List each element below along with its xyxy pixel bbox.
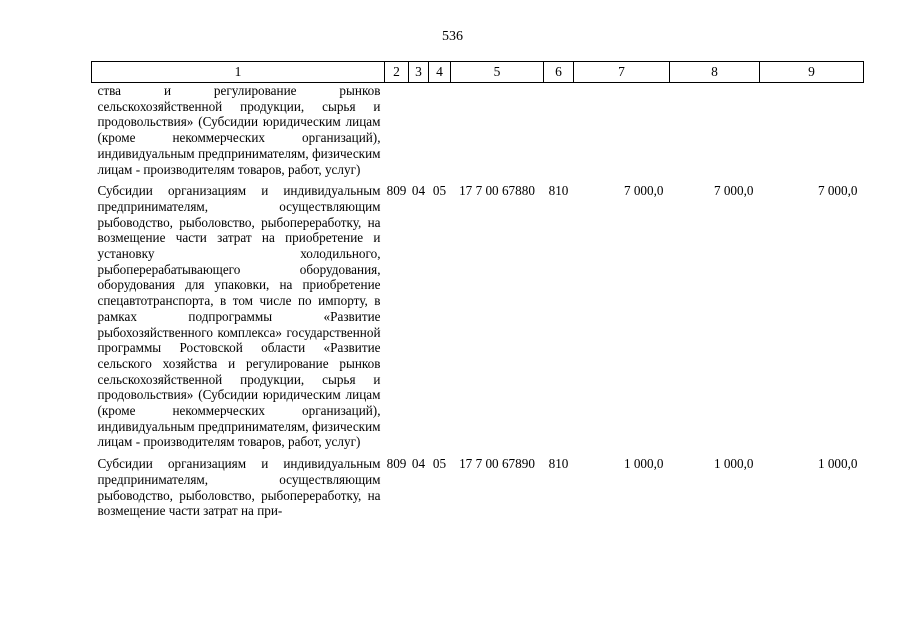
cell-section: 04 xyxy=(411,183,426,199)
cell-amount-2: 7 000,0 xyxy=(713,183,754,199)
cell-subsection xyxy=(429,83,451,178)
column-header-8: 8 xyxy=(670,62,760,83)
page-number: 536 xyxy=(442,29,463,44)
column-header-1: 1 xyxy=(92,62,385,83)
cell-subsection: 05 xyxy=(432,183,447,199)
budget-table xyxy=(91,61,864,519)
table-row xyxy=(92,450,864,519)
cell-amount-3: 7 000,0 xyxy=(817,183,858,199)
cell-amount-2 xyxy=(670,83,760,178)
cell-target-article xyxy=(451,83,544,178)
cell-ministry xyxy=(385,83,409,178)
column-header-2: 2 xyxy=(385,62,409,83)
row-description: Субсидии организациям и индивидуальным предпринимателям, осуществляющим рыбоводство, рыболовство, рыбопереработку, на возмещение части затрат на при- xyxy=(97,456,381,519)
cell-amount-1 xyxy=(574,83,670,178)
column-header-4: 4 xyxy=(429,62,451,83)
row-description: Субсидии организациям и индивидуальным предпринимателям, осуществляющим рыбоводство, рыболовство, рыбопереработку, на возмещение части затрат на приобретение и установку холодильного, рыбоперерабатывающего оборудования, оборудования для упаковки, на приобретение спецавтотранспорта, в том числе по импорту, в рамках подпрограммы «Развитие рыбохозяйственного комплекса» государственной программы Ростовской области «Развитие сельского хозяйства и регулирование рынков сельскохозяйственной продукции, сырья и продовольствия» (Субсидии юридическим лицам (кроме некоммерческих организаций), индивидуальным предпринимателям, физическим лицам - производителям товаров, работ, услуг) xyxy=(97,183,381,450)
cell-amount-2: 1 000,0 xyxy=(713,456,754,472)
column-header-9: 9 xyxy=(760,62,864,83)
column-header-5: 5 xyxy=(451,62,544,83)
cell-expense-type xyxy=(544,83,574,178)
cell-amount-3: 1 000,0 xyxy=(817,456,858,472)
cell-target-article: 17 7 00 67880 xyxy=(459,183,535,199)
cell-expense-type: 810 xyxy=(548,456,569,472)
table-row xyxy=(92,83,864,178)
cell-ministry: 809 xyxy=(386,183,407,199)
cell-expense-type: 810 xyxy=(548,183,569,199)
cell-amount-1: 1 000,0 xyxy=(623,456,664,472)
column-header-6: 6 xyxy=(544,62,574,83)
row-description: ства и регулирование рынков сельскохозяйственной продукции, сырья и продовольствия» (Субсидии юридическим лицам (кроме некоммерческих организаций), индивидуальным предпринимателям, физическим лицам - производителям товаров, работ, услуг) xyxy=(97,83,381,177)
header-row xyxy=(92,62,864,83)
cell-section xyxy=(409,83,429,178)
cell-subsection: 05 xyxy=(432,456,447,472)
column-header-3: 3 xyxy=(409,62,429,83)
cell-amount-1: 7 000,0 xyxy=(623,183,664,199)
cell-target-article: 17 7 00 67890 xyxy=(459,456,535,472)
table-row xyxy=(92,177,864,450)
cell-ministry: 809 xyxy=(386,456,407,472)
cell-section: 04 xyxy=(411,456,426,472)
cell-amount-3 xyxy=(760,83,864,178)
column-header-7: 7 xyxy=(574,62,670,83)
